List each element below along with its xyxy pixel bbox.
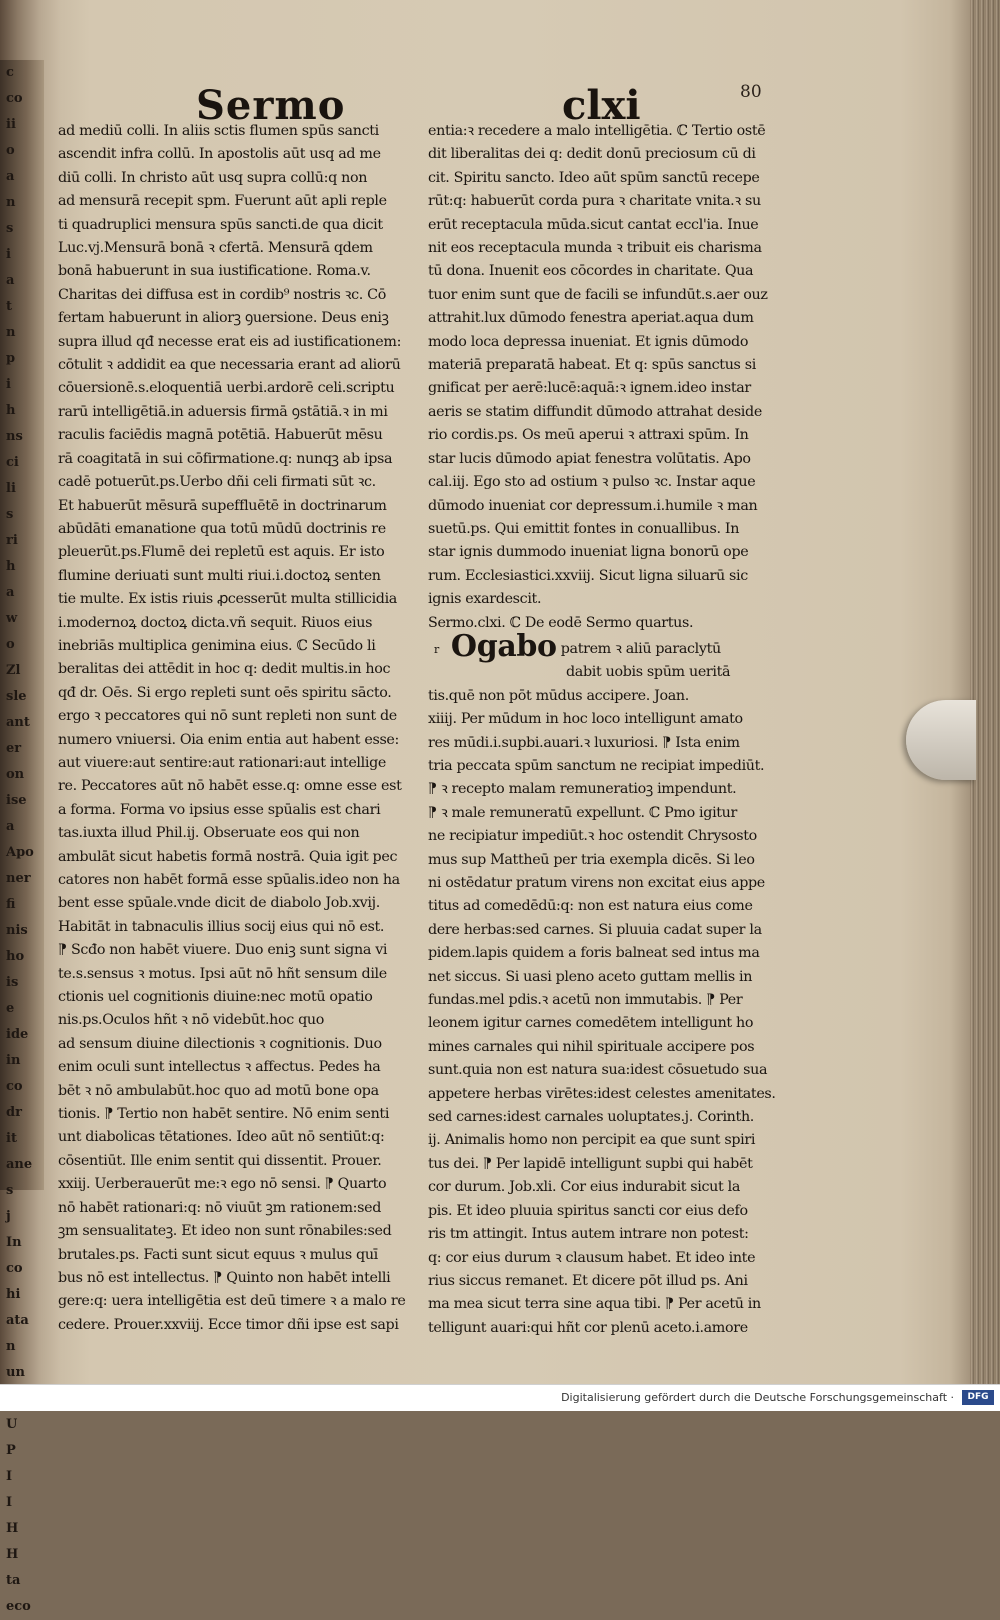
- facing-page-fragment: i: [6, 377, 11, 392]
- text-line: xiiij. Per mūdum in hoc loco intelligunt amato: [428, 711, 743, 728]
- text-line: ij. Animalis homo non percipit ea que sunt spiri: [428, 1132, 756, 1149]
- facing-page-fragment: n: [6, 325, 16, 340]
- facing-page-fragment: I: [6, 1469, 13, 1484]
- text-line: Habitāt in tabnaculis illius socij eius qui nō est.: [58, 918, 385, 935]
- text-line: rā coagitatā in sui cōfirmatione.q: nunqꝫ ab ipsa: [58, 450, 393, 467]
- text-line: bonā habuerunt in sua iustificatione. Roma.v.: [58, 263, 371, 280]
- text-line: erūt receptacula mūda.sicut cantat eccl'ia. Inue: [428, 216, 759, 233]
- text-line: inebriās multiplica genimina eius. ℂ Secūdo li: [58, 637, 376, 654]
- text-line: rius siccus remanet. Et dicere pōt illud ps. Ani: [428, 1272, 748, 1289]
- initial-line-text: patrem ꝛ aliū paraclytū: [560, 640, 721, 657]
- text-line: i.modernoꝝ doctoꝝ dicta.vñ sequit. Riuos eius: [58, 614, 373, 631]
- text-line: a forma. Forma vo ipsius esse spūalis est chari: [58, 801, 381, 818]
- facing-page-fragment: co: [6, 91, 23, 106]
- text-line: rio cordis.ps. Os meū aperui ꝛ attraxi spūm. In: [428, 427, 749, 444]
- facing-page-fragment: t: [6, 299, 13, 314]
- facing-page-fragment: s: [6, 221, 14, 236]
- facing-page-fragment: Apo: [6, 845, 34, 860]
- text-line: tionis. ⁋ Tertio non habēt sentire. Nō enim senti: [58, 1106, 390, 1123]
- text-line: sunt.quia non est natura sua:idest cōsuetudo sua: [428, 1062, 768, 1079]
- facing-page-fragment: In: [6, 1235, 22, 1250]
- facing-page-fragment: n: [6, 1339, 16, 1354]
- text-line: rūt:q: habuerūt corda pura ꝛ charitate vnita.ꝛ su: [428, 193, 761, 210]
- page-clip: [906, 700, 976, 780]
- text-line: nō habēt rationari:q: nō viuūt ꝫm rationem:sed: [58, 1199, 382, 1216]
- facing-page-fragment: H: [6, 1547, 19, 1562]
- text-line: ꝫm sensualitateꝫ. Et ideo non sunt rōnabiles:sed: [58, 1223, 392, 1240]
- text-line: cal.iij. Ego sto ad ostium ꝛ pulso ꝛc. Instar aque: [428, 474, 756, 491]
- facing-page-fragment: ns: [6, 429, 23, 444]
- initial-line-1: [428, 628, 804, 664]
- text-line: cōuersionē.s.eloquentiā uerbi.ardorē celi.scriptu: [58, 380, 395, 397]
- facing-page-fragment: fi: [6, 897, 16, 912]
- facing-page-fragment: li: [6, 481, 16, 496]
- text-line: cedere. Prouer.xxviij. Ecce timor dñi ipse est sapi: [58, 1316, 399, 1333]
- text-line: dit liberalitas dei q: dedit donū preciosum cū di: [428, 146, 756, 163]
- text-line: pis. Et ideo pluuia spiritus sancti cor eius defo: [428, 1202, 748, 1219]
- facing-page-fragment: H: [6, 1521, 19, 1536]
- text-line: tuor enim sunt que de facili se infundūt.s.aer ouz: [428, 286, 768, 303]
- book-page-edges: [970, 0, 1000, 1384]
- text-line: diū colli. In christo aūt usq supra collū:q non: [58, 169, 368, 186]
- text-line: modo loca depressa inueniat. Et ignis dūmodo: [428, 333, 749, 350]
- initial-line-2: [428, 661, 804, 684]
- text-line: Luc.vj.Mensurā bonā ꝛ cfertā. Mensurā qdem: [58, 240, 373, 257]
- facing-page-fragment: nis: [6, 923, 28, 938]
- text-line: aeris se statim diffundit dūmodo attrahat deside: [428, 403, 762, 420]
- facing-page-fragment: w: [6, 611, 18, 626]
- facing-page-fragment: P: [6, 1443, 16, 1458]
- text-line: tis.quē non pōt mūdus accipere. Joan.: [428, 687, 689, 704]
- initial-line-text: dabit uobis spūm ueritā: [566, 664, 731, 681]
- text-line: mines carnales qui nihil spirituale accipere pos: [428, 1038, 755, 1055]
- right-text-column: [428, 120, 804, 1340]
- facing-page-fragment: ta: [6, 1573, 21, 1588]
- text-line: sed carnes:idest carnales uoluptates.j. Corinth.: [428, 1109, 754, 1126]
- text-line: fundas.mel pdis.ꝛ acetū non immutabis. ⁋ Per: [428, 992, 743, 1009]
- text-line: ⁋ Scđo non habēt viuere. Duo eniꝫ sunt signa vi: [58, 942, 388, 959]
- running-title: Sermo: [196, 82, 346, 129]
- text-line: tas.iuxta illud Phil.ij. Obseruate eos qui non: [58, 825, 360, 842]
- text-line: tū dona. Inuenit eos cōcordes in charitate. Qua: [428, 263, 754, 280]
- text-line: brutales.ps. Facti sunt sicut equus ꝛ mulus quī: [58, 1246, 378, 1263]
- text-line: ignis exardescit.: [428, 591, 542, 608]
- facing-page-fragment: ane: [6, 1157, 33, 1172]
- facing-page-edge: [0, 60, 44, 1614]
- facing-page-fragment: a: [6, 585, 15, 600]
- facing-page-fragment: s: [6, 507, 14, 522]
- facing-page-fragment: ata: [6, 1313, 29, 1328]
- text-line: numero vniuersi. Oia enim entia aut habent esse:: [58, 731, 400, 748]
- text-line: ad mensurā recepit spm. Fuerunt aūt apli reple: [58, 193, 387, 210]
- text-line: Et habuerūt mēsurā supeffluētē in doctrinarum: [58, 497, 387, 514]
- text-line: flumine deriuati sunt multi riui.i.doctoꝝ senten: [58, 567, 381, 584]
- decorated-initial: Ogabo: [450, 628, 557, 664]
- facing-page-fragment: a: [6, 169, 15, 184]
- text-line: cadē potuerūt.ps.Uerbo dñi celi firmati sūt ꝛc.: [58, 474, 376, 491]
- text-line: entia:ꝛ recedere a malo intelligētia. ℂ Tertio ostē: [428, 123, 766, 139]
- facing-page-fragment: ner: [6, 871, 31, 886]
- text-line: cōsentiūt. Ille enim sentit qui dissentit. Prouer.: [58, 1152, 382, 1169]
- facing-page-fragment: on: [6, 767, 25, 782]
- left-text-column: [58, 120, 422, 1337]
- text-line: bent esse spūale.vnde dicit de diabolo Job.xvij.: [58, 895, 380, 912]
- text-line: bus nō est intellectus. ⁋ Quinto non habēt intelli: [58, 1269, 391, 1286]
- text-line: dūmodo inueniat cor depressum.i.humile ꝛ man: [428, 497, 758, 514]
- text-line: telligunt auari:qui hñt cor plenū aceto.i.amore: [428, 1319, 748, 1336]
- facing-page-fragment: n: [6, 195, 16, 210]
- facing-page-fragment: ho: [6, 949, 25, 964]
- facing-page-fragment: is: [6, 975, 19, 990]
- text-line: materiā preparatā habeat. Et q: spūs sanctus si: [428, 357, 756, 374]
- facing-page-fragment: s: [6, 1183, 14, 1198]
- text-line: dere herbas:sed carnes. Si pluuia cadat super la: [428, 921, 762, 938]
- facing-page-fragment: ide: [6, 1027, 29, 1042]
- facing-page-fragment: in: [6, 1053, 21, 1068]
- text-line: te.s.sensus ꝛ motus. Ipsi aūt nō hñt sensum dile: [58, 965, 387, 982]
- guide-letter: r: [434, 642, 439, 656]
- text-line: aut viuere:aut sentire:aut rationari:aut intellige: [58, 754, 387, 771]
- text-line: ⁋ ꝛ recepto malam remuneratioꝫ impendunt.: [428, 781, 737, 798]
- facing-page-fragment: j: [6, 1209, 11, 1224]
- text-line: net siccus. Si uasi pleno aceto guttam mellis in: [428, 968, 753, 985]
- facing-page-fragment: I: [6, 1495, 13, 1510]
- text-line: appetere herbas virētes:idest celestes amenitates.: [428, 1085, 776, 1102]
- facing-page-fragment: ii: [6, 117, 16, 132]
- text-line: supra illud qđ necesse erat eis ad iustificationem:: [58, 333, 402, 350]
- facing-page-fragment: c: [6, 65, 14, 80]
- text-line: nis.ps.Oculos hñt ꝛ nō videbūt.hoc quo: [58, 1012, 325, 1029]
- text-line: tus dei. ⁋ Per lapidē intelligunt supbi qui habēt: [428, 1155, 753, 1172]
- text-line: star lucis dūmodo apiat fenestra volūtatis. Apo: [428, 450, 751, 467]
- text-line: titus ad comedēdū:q: non est natura eius come: [428, 898, 753, 915]
- funding-credit: Digitalisierung gefördert durch die Deutsche Forschungsgemeinschaft ·: [561, 1391, 954, 1404]
- text-line: ni ostēdatur pratum virens non excitat eius appe: [428, 875, 765, 891]
- facing-page-fragment: co: [6, 1261, 23, 1276]
- text-line: gnificat per aerē:lucē:aquā:ꝛ ignem.ideo instar: [428, 380, 751, 397]
- facing-page-fragment: ri: [6, 533, 18, 548]
- text-line: ma mea sicut terra sine aqua tibi. ⁋ Per acetū in: [428, 1296, 761, 1313]
- text-line: tie multe. Ex istis riuis ꝓcesserūt multa stillicidia: [58, 591, 397, 608]
- facing-page-fragment: ant: [6, 715, 30, 730]
- text-line: ergo ꝛ peccatores qui nō sunt repleti non sunt de: [58, 708, 397, 725]
- text-line: cor durum. Job.xli. Cor eius indurabit sicut la: [428, 1179, 740, 1196]
- text-line: fertam habuerunt in aliorꝫ ꝯuersione. Deus eniꝫ: [58, 310, 389, 327]
- facing-page-fragment: it: [6, 1131, 17, 1146]
- text-line: qđ dr. Oēs. Si ergo repleti sunt oēs spiritu sācto.: [58, 684, 392, 701]
- facing-page-fragment: co: [6, 1079, 23, 1094]
- text-line: ascendit infra collū. In apostolis aūt usq ad me: [58, 146, 381, 163]
- text-line: rarū intelligētiā.in aduersis firmā ꝯstātiā.ꝛ in mi: [58, 403, 388, 420]
- text-line: Charitas dei diffusa est in cordib⁹ nostris ꝛc. Cō: [58, 286, 386, 303]
- text-line: tria peccata spūm sanctum ne recipiat impediūt.: [428, 757, 765, 774]
- text-line: cit. Spiritu sancto. Ideo aūt spūm sanctū recepe: [428, 169, 760, 186]
- text-line: beralitas dei attēdit in hoc q: dedit multis.in hoc: [58, 661, 391, 678]
- facing-page-fragment: hi: [6, 1287, 21, 1302]
- text-line: catores non habēt formā esse spūalis.ideo non ha: [58, 872, 400, 888]
- text-line: cōtulit ꝛ addidit ea que necessaria erant ad aliorū: [58, 357, 401, 374]
- text-line: re. Peccatores aūt nō habēt esse.q: omne esse est: [58, 778, 402, 795]
- facing-page-fragment: h: [6, 403, 16, 418]
- text-line: pidem.lapis quidem a foris balneat sed intus ma: [428, 945, 760, 962]
- text-line: ti quadruplici mensura spūs sancti.de qua dicit: [58, 216, 383, 233]
- facing-page-fragment: h: [6, 559, 16, 574]
- text-line: pleuerūt.ps.Flumē dei repletū est aquis. Er isto: [58, 544, 385, 561]
- text-line: res mūdi.i.supbi.auari.ꝛ luxuriosi. ⁋ Ista enim: [428, 734, 740, 751]
- facing-page-fragment: p: [6, 351, 16, 366]
- text-line: xxiij. Uerberauerūt me:ꝛ ego nō sensi. ⁋ Quarto: [58, 1176, 387, 1193]
- text-line: ad sensum diuine dilectionis ꝛ cognitionis. Duo: [58, 1035, 382, 1052]
- text-line: ris tm attingit. Intus autem intrare non potest:: [428, 1226, 749, 1243]
- text-line: q: cor eius durum ꝛ clausum habet. Et ideo inte: [428, 1249, 756, 1266]
- text-line: enim oculi sunt intellectus ꝛ affectus. Pedes ha: [58, 1059, 381, 1076]
- facing-page-fragment: o: [6, 143, 15, 158]
- text-line: gere:q: uera intelligētia est deū timere ꝛ a malo re: [58, 1293, 406, 1310]
- text-line: ctionis uel cognitionis diuine:nec motū opatio: [58, 989, 373, 1006]
- facing-page-fragment: a: [6, 819, 15, 834]
- facing-page-fragment: ise: [6, 793, 27, 808]
- text-line: abūdāti emanatione qua totū mūdū doctrinis re: [58, 520, 386, 537]
- text-line: rum. Ecclesiastici.xxviij. Sicut ligna siluarū sic: [428, 567, 748, 584]
- text-line: raculis faciēdis magnā potētiā. Habuerūt mēsu: [58, 427, 383, 444]
- text-line: nit eos receptacula munda ꝛ tribuit eis charisma: [428, 240, 762, 257]
- sermon-number: clxi: [562, 82, 641, 129]
- text-line: mus sup Mattheū per tria exempla dicēs. Si leo: [428, 851, 755, 868]
- text-line: ad mediū colli. In aliis sctis flumen spūs sancti: [58, 123, 379, 139]
- text-line: attrahit.lux dūmodo fenestra aperiat.aqua dum: [428, 310, 754, 327]
- facing-page-fragment: Zl: [6, 663, 21, 678]
- facing-page-fragment: dr: [6, 1105, 22, 1120]
- folio-number: 80: [740, 82, 762, 102]
- facing-page-fragment: o: [6, 637, 15, 652]
- sermon-heading: Sermo.clxi. ℂ De eodē Sermo quartus.: [428, 614, 694, 631]
- text-line: unt diabolicas tētationes. Ideo aūt nō sentiūt:q:: [58, 1129, 385, 1146]
- text-line: star ignis dummodo inueniat ligna bonorū ope: [428, 544, 749, 561]
- facing-page-fragment: sle: [6, 689, 27, 704]
- facing-page-fragment: ci: [6, 455, 19, 470]
- facing-page-fragment: un: [6, 1365, 25, 1380]
- text-line: ne recipiatur impediūt.ꝛ hoc ostendit Chrysosto: [428, 828, 757, 845]
- facing-page-fragment: i: [6, 247, 11, 262]
- facing-page-fragment: e: [6, 1001, 15, 1016]
- facing-page-fragment: a: [6, 273, 15, 288]
- text-line: ⁋ ꝛ male remuneratū expellunt. ℂ Pmo igitur: [428, 804, 738, 821]
- text-line: leonem igitur carnes comedētem intelligunt ho: [428, 1015, 754, 1032]
- dfg-logo: DFG: [962, 1390, 994, 1405]
- text-line: bēt ꝛ nō ambulabūt.hoc quo ad motū bone opa: [58, 1082, 379, 1099]
- text-line: suetū.ps. Qui emittit fontes in conuallibus. In: [428, 520, 740, 537]
- text-line: ambulāt sicut habetis formā nostrā. Quia igit pec: [58, 848, 398, 865]
- footer-bar: [0, 1384, 1000, 1411]
- facing-page-fragment: U: [6, 1417, 18, 1432]
- facing-page-fragment: eco: [6, 1599, 31, 1614]
- facing-page-fragment: er: [6, 741, 22, 756]
